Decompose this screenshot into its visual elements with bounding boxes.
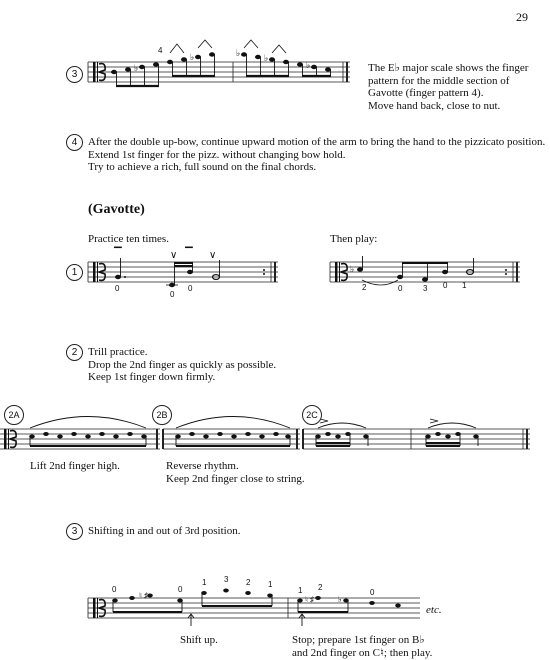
svg-text:♭: ♭ xyxy=(350,264,355,274)
instruction-line: Try to achieve a rich, full sound on the final chords. xyxy=(88,161,317,173)
caption-shift-up: Shift up. xyxy=(180,634,218,646)
finger-number: 1 xyxy=(462,281,467,290)
bow-marks xyxy=(113,246,216,261)
svg-text:∨: ∨ xyxy=(209,250,217,261)
practice-label: Practice ten times. xyxy=(88,233,169,245)
finger-number: 3 xyxy=(423,284,428,293)
item-number-badge: 2 xyxy=(66,344,83,361)
finger-number: 1 xyxy=(202,578,207,587)
item-number-badge: 4 xyxy=(66,134,83,151)
svg-text:▔: ▔ xyxy=(185,248,193,259)
svg-text:♭: ♭ xyxy=(306,60,311,70)
svg-text:♯: ♯ xyxy=(310,595,314,604)
scale-note-line: Move hand back, close to nut. xyxy=(368,99,501,112)
instruction-line: After the double up-bow, continue upward motion of the arm to bring the hand to the pizzicato position. xyxy=(88,136,546,148)
instruction-line: Keep 1st finger down firmly. xyxy=(88,371,216,383)
item-number-badge: 3 xyxy=(66,523,83,540)
caption-line: Reverse rhythm. xyxy=(166,460,239,472)
finger-number: 2 xyxy=(362,283,367,292)
svg-text:∨: ∨ xyxy=(170,250,178,261)
etc-label: etc. xyxy=(426,604,442,616)
section-title: (Gavotte) xyxy=(88,202,145,217)
accidentals xyxy=(139,591,342,604)
scale-staff xyxy=(88,62,350,82)
item-number-badge: 2C xyxy=(302,405,322,425)
finger-number: 0 xyxy=(178,585,183,594)
svg-text:♭: ♭ xyxy=(190,52,195,62)
finger-number: 0 xyxy=(112,585,117,594)
scale-note-line: The E♭ major scale shows the finger xyxy=(368,62,529,74)
svg-text:♭: ♭ xyxy=(236,48,241,58)
svg-text:♮: ♮ xyxy=(139,591,142,600)
finger-number: 0 xyxy=(170,290,175,299)
item-number-badge: 2A xyxy=(4,405,24,425)
finger-number: 0 xyxy=(370,588,375,597)
svg-text:♭: ♭ xyxy=(338,595,342,604)
scale-stems xyxy=(116,55,331,87)
caption-line: and 2nd finger on C♮; then play. xyxy=(292,646,433,659)
finger-number: 0 xyxy=(398,284,403,293)
scale-note xyxy=(368,62,546,112)
shifting-staff xyxy=(88,598,420,618)
caption-line: Stop; prepare 1st finger on B♭ xyxy=(292,634,425,646)
pizzicato-instructions xyxy=(88,136,548,174)
finger-number: 2 xyxy=(246,578,251,587)
then-play-label: Then play: xyxy=(330,233,378,245)
finger-number: 0 xyxy=(443,281,448,290)
finger-number: 1 xyxy=(268,580,273,589)
item-number-badge: 1 xyxy=(66,264,83,281)
svg-text:♭: ♭ xyxy=(264,53,269,63)
item-number-badge: 3 xyxy=(66,66,83,83)
finger-number: 1 xyxy=(298,586,303,595)
svg-text:♯: ♯ xyxy=(144,591,148,600)
svg-text:♮: ♮ xyxy=(305,595,308,604)
trill-instructions xyxy=(88,346,276,384)
caption-line: Keep 2nd finger close to string. xyxy=(166,472,305,485)
scale-note-line: pattern for the middle section of xyxy=(368,74,510,87)
caption-prepare xyxy=(292,634,432,659)
caption-2b xyxy=(166,460,305,485)
gavotte-right-notes xyxy=(350,256,507,285)
instruction-line: Extend 1st finger for the pizz. without changing bow hold. xyxy=(88,148,346,161)
svg-text:▔: ▔ xyxy=(114,248,122,259)
finger-number: 3 xyxy=(224,575,229,584)
svg-text:♭: ♭ xyxy=(134,63,139,73)
finger-number: 4 xyxy=(158,46,163,55)
finger-number: 2 xyxy=(318,583,323,592)
finger-pattern-brackets xyxy=(170,40,286,53)
page-number: 29 xyxy=(516,10,528,24)
scale-note-line: Gavotte (finger pattern 4). xyxy=(368,87,484,99)
caption-2a: Lift 2nd finger high. xyxy=(30,460,120,472)
shifting-label: Shifting in and out of 3rd position. xyxy=(88,525,241,537)
instruction-line: Drop the 2nd finger as quickly as possible. xyxy=(88,358,277,371)
item-number-badge: 2B xyxy=(152,405,172,425)
finger-number: 0 xyxy=(188,284,193,293)
finger-number: 0 xyxy=(115,284,120,293)
instruction-line: Trill practice. xyxy=(88,346,148,358)
